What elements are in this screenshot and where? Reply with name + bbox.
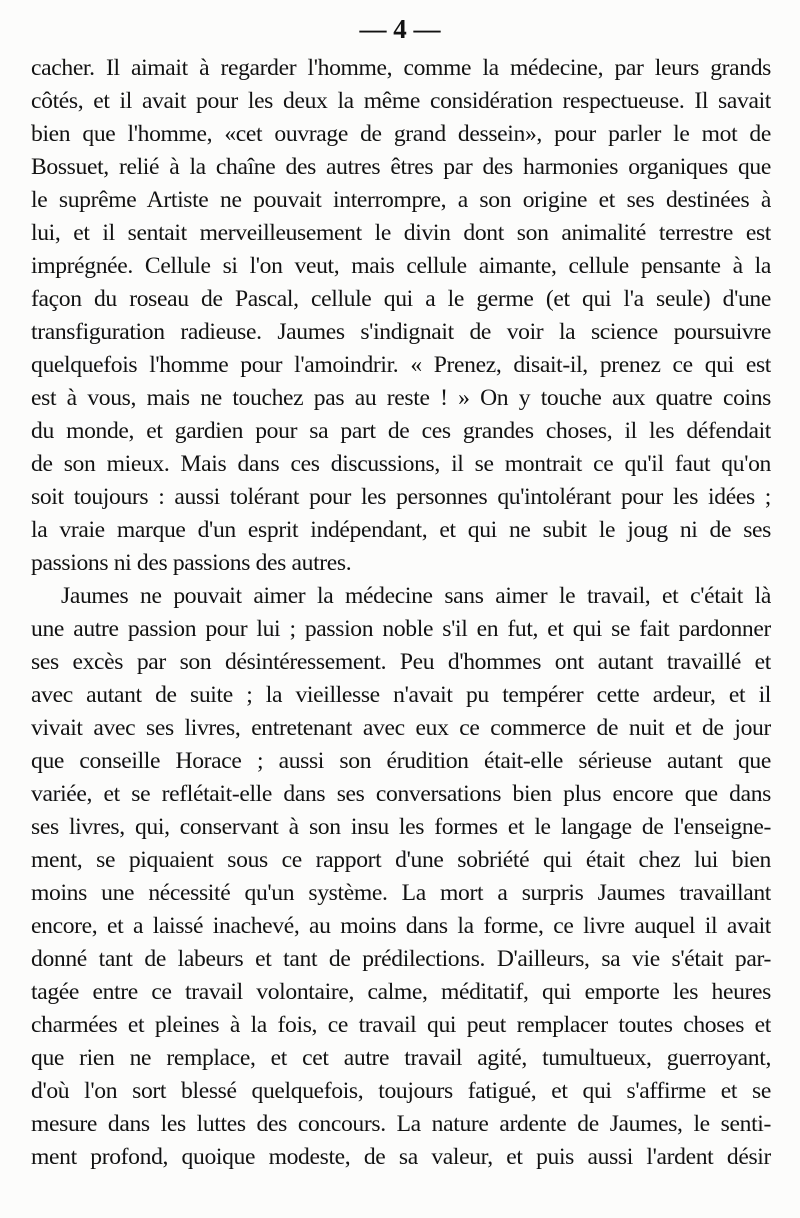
text-line: est à vous, mais ne touchez pas au reste ! » On y touche aux quatre coins	[31, 385, 771, 411]
text-line: ses excès par son désintéressement. Peu d'hommes ont autant travaillé et	[31, 649, 771, 675]
text-line: que conseille Horace ; aussi son érudition était-elle sérieuse autant que	[31, 748, 771, 774]
text-line: cacher. Il aimait à regarder l'homme, comme la médecine, par leurs grands	[31, 55, 771, 81]
text-line: donné tant de labeurs et tant de prédilections. D'ailleurs, sa vie s'était par-	[31, 946, 771, 972]
text-line: de son mieux. Mais dans ces discussions, il se montrait ce qu'il faut qu'on	[31, 451, 771, 477]
text-line: que rien ne remplace, et cet autre travail agité, tumultueux, guerroyant,	[31, 1045, 771, 1071]
text-line: du monde, et gardien pour sa part de ces grandes choses, il les défendait	[31, 418, 771, 444]
text-line: avec autant de suite ; la vieillesse n'avait pu tempérer cette ardeur, et il	[31, 682, 771, 708]
text-line: passions ni des passions des autres.	[31, 550, 352, 576]
text-line: d'où l'on sort blessé quelquefois, toujours fatigué, et qui s'affirme et se	[31, 1078, 771, 1104]
text-line: variée, et se reflétait-elle dans ses conversations bien plus encore que dans	[31, 781, 771, 807]
text-line: ment profond, quoique modeste, de sa valeur, et puis aussi l'ardent désir	[31, 1144, 771, 1170]
text-line: le suprême Artiste ne pouvait interrompre, a son origine et ses destinées à	[31, 187, 771, 213]
text-line: côtés, et il avait pour les deux la même considération respectueuse. Il savait	[31, 88, 771, 114]
text-line: imprégnée. Cellule si l'on veut, mais cellule aimante, cellule pensante à la	[31, 253, 771, 279]
text-line: encore, et a laissé inachevé, au moins dans la forme, ce livre auquel il avait	[31, 913, 771, 939]
text-line: ment, se piquaient sous ce rapport d'une sobriété qui était chez lui bien	[31, 847, 771, 873]
page-number-header: — 4 —	[359, 14, 441, 44]
text-line: soit toujours : aussi tolérant pour les personnes qu'intolérant pour les idées ;	[31, 484, 771, 510]
text-line: façon du roseau de Pascal, cellule qui a le germe (et qui l'a seule) d'une	[31, 286, 771, 312]
text-line: Jaumes ne pouvait aimer la médecine sans aimer le travail, et c'était là	[61, 583, 771, 609]
text-line: tagée entre ce travail volontaire, calme, méditatif, qui emporte les heures	[31, 979, 771, 1005]
body-text	[31, 52, 771, 1174]
text-line: lui, et il sentait merveilleusement le divin dont son animalité terrestre est	[31, 220, 771, 246]
text-line: vivait avec ses livres, entretenant avec eux ce commerce de nuit et de jour	[31, 715, 771, 741]
text-line: moins une nécessité qu'un système. La mort a surpris Jaumes travaillant	[31, 880, 771, 906]
text-line: bien que l'homme, «cet ouvrage de grand dessein», pour parler le mot de	[31, 121, 771, 147]
text-line: Bossuet, relié à la chaîne des autres êtres par des harmonies organiques que	[31, 154, 771, 180]
text-line: charmées et pleines à la fois, ce travail qui peut remplacer toutes choses et	[31, 1012, 771, 1038]
text-line: la vraie marque d'un esprit indépendant, et qui ne subit le joug ni de ses	[31, 517, 771, 543]
text-line: transfiguration radieuse. Jaumes s'indignait de voir la science poursuivre	[31, 319, 771, 345]
text-line: quelquefois l'homme pour l'amoindrir. « Prenez, disait-il, prenez ce qui est	[31, 352, 771, 378]
text-line: une autre passion pour lui ; passion noble s'il en fut, et qui se fait pardonner	[31, 616, 771, 642]
text-line: ses livres, qui, conservant à son insu les formes et le langage de l'enseigne-	[31, 814, 771, 840]
text-line: mesure dans les luttes des concours. La nature ardente de Jaumes, le senti-	[31, 1111, 771, 1137]
